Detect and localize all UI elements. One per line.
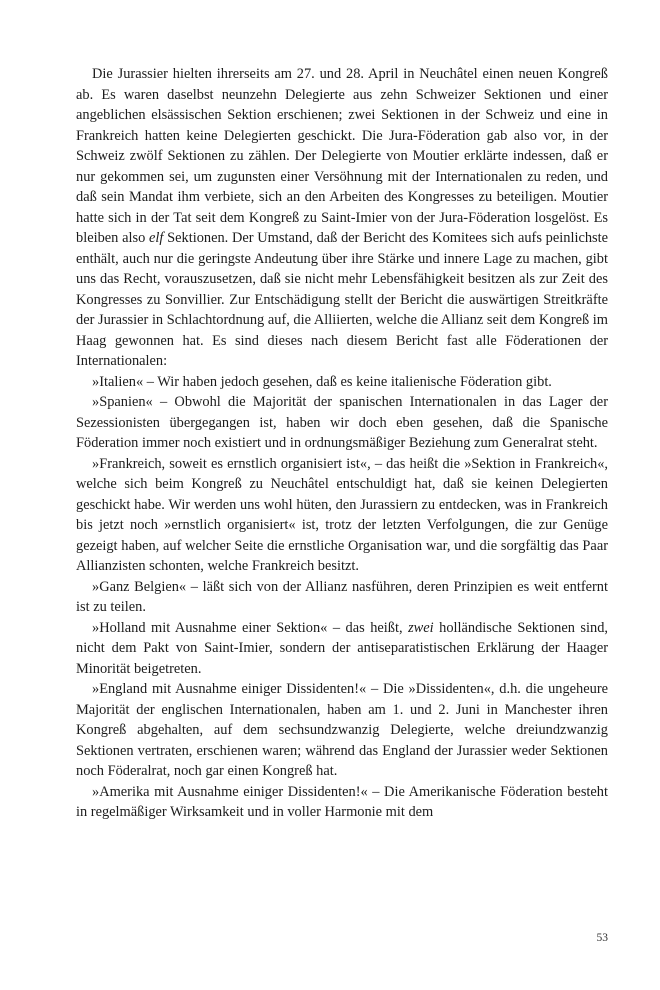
- text-run: holländische Sektionen sind, nicht dem Pakt von Saint-Imier, sondern der antiseparatistischen Erklärung der Haager Minorität beigetreten.: [76, 619, 608, 677]
- text-run: »Frankreich, soweit es ernstlich organisiert ist«, – das heißt die »Sektion in Frankreich«, welche sich beim Kongreß zu Neuchâtel entschuldigt hat, daß sie keinen Delegierten geschickt habe. Wir werden uns wohl hüten, den Jurassiern zu entdecken, was in Frankreich bis jetzt noch »ernstlich organisiert« ist, trotz der letzten Verfolgungen, die zur Genüge gezeigt haben, auf welcher Seite die ernstliche Organisation war, und die sorgfältig das Paar Allianzisten schonten, welche Frankreich besitzt.: [76, 455, 608, 574]
- text-run: »Holland mit Ausnahme einer Sektion« – das heißt,: [92, 619, 409, 636]
- text-run: »Spanien« – Obwohl die Majorität der spanischen Internationalen in das Lager der Sezessionisten übergegangen ist, haben wir doch eben gesehen, daß die Spanische Föderation immer noch existiert und in ordnungsmäßiger Beziehung zum Generalrat steht.: [76, 394, 608, 451]
- paragraph: [76, 782, 608, 823]
- emphasized-text: elf: [149, 230, 164, 246]
- paragraph: [76, 372, 608, 393]
- body-text: [76, 64, 608, 823]
- text-run: Die Jurassier hielten ihrerseits am 27. und 28. April in Neuchâtel einen neuen Kongreß ab. Es waren daselbst neunzehn Delegierte aus zehn Schweizer Sektionen und einer angeblichen elsässischen Sektion erschienen; zwei Sektionen in der Schweiz und eine in Frankreich hatten keine Delegierten geschickt. Die Jura-Föderation gab also vor, in der Schweiz zwölf Sektionen zu zählen. Der Delegierte von Moutier erklärte indessen, daß er nur gekommen sei, um zugunsten einer Versöhnung mit der Internationalen zu reden, und daß sein Mandat ihm verbiete, sich an den Arbeiten des Kongresses zu beteiligen. Moutier hatte sich in der Tat seit dem Kongreß zu Saint-Imier von der Jura-Föderation losgelöst. Es bleiben also: [76, 66, 608, 246]
- paragraph: [76, 577, 608, 618]
- text-run: »Amerika mit Ausnahme einiger Dissidenten!« – Die Amerikanische Föderation besteht in regelmäßiger Wirksamkeit und in voller Harmonie mit dem: [76, 783, 608, 820]
- emphasized-text: zwei: [408, 619, 434, 636]
- paragraph: [76, 618, 608, 680]
- paragraph: [76, 679, 608, 782]
- text-run: Sektionen. Der Umstand, daß der Bericht des Komitees sich aufs peinlichste enthält, auch nur die geringste Andeutung über ihre Stärke und innere Lage zu machen, gibt uns das Recht, vorauszusetzen, daß sie nicht mehr Lebensfähigkeit besitzen als zur Zeit des Kongresses zu Sonvillier. Zur Entschädigung stellt der Bericht die auswärtigen Streitkräfte der Jurassier in Schlachtordnung auf, die Alliierten, welche die Allianz seit dem Kongreß im Haag gewonnen hat. Es sind dieses nach diesem Bericht fast alle Föderationen der Internationalen:: [76, 230, 609, 369]
- page-number: 53: [596, 932, 608, 944]
- paragraph: [76, 392, 608, 454]
- paragraph: [76, 454, 608, 577]
- text-run: »England mit Ausnahme einiger Dissidenten!« – Die »Dissidenten«, d.h. die ungeheure Majorität der englischen Internationalen, haben am 1. und 2. Juni in Manchester ihren Kongreß abgehalten, auf dem sechsundzwanzig Delegierte, welche dreiundzwanzig Sektionen vertraten, erschienen waren; während das England der Jurassier weder Sektionen noch Föderalrat, noch gar einen Kongreß hat.: [76, 681, 608, 779]
- text-run: »Ganz Belgien« – läßt sich von der Allianz nasführen, deren Prinzipien es weit entfernt ist zu teilen.: [76, 578, 608, 615]
- text-run: »Italien« – Wir haben jedoch gesehen, daß es keine italienische Föderation gibt.: [92, 373, 552, 390]
- paragraph: [76, 64, 608, 372]
